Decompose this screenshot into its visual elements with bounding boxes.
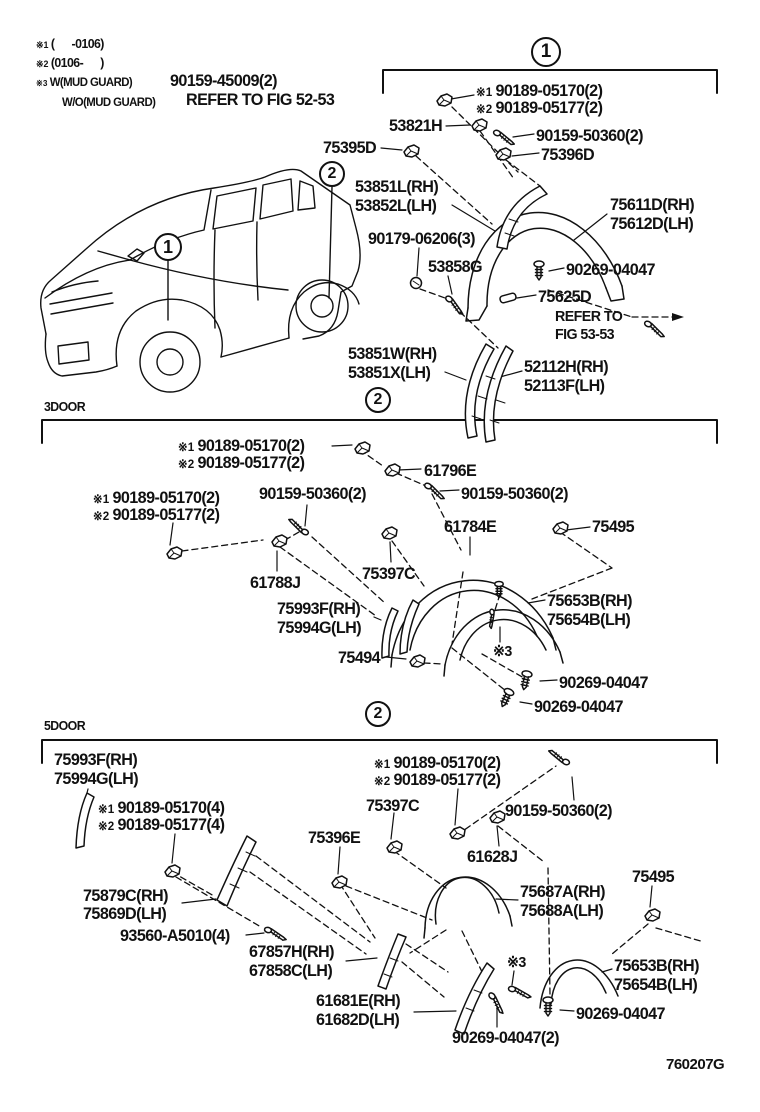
label-text: 90159-50360(2) [505,801,612,820]
part-label [323,139,376,156]
label-prefix: ※1 [178,440,198,454]
label-text: 75653B(RH) [547,591,632,610]
label-prefix: ※2 [93,509,113,523]
part-label [36,37,104,51]
label-text: 75495 [592,517,635,536]
bolt-icon [519,670,533,691]
part-label [54,770,138,787]
screw-icon [263,927,288,941]
screw-icon [443,295,467,316]
part-label [507,955,526,970]
label-text: 90179-06206(3) [368,229,475,248]
part-label [547,611,630,628]
label-text: 75396D [541,145,595,164]
label-text: 61682D(LH) [316,1010,400,1029]
part-label [505,802,612,819]
part-label [44,400,85,413]
label-prefix: ※2 [476,102,496,116]
part-label [355,197,436,214]
part-label [476,82,602,99]
label-text: FIG 53-53 [555,326,615,343]
mudguard-53851 [497,186,547,249]
part-label [368,230,475,247]
clip-icon [387,841,402,853]
label-text: 75395D [323,138,377,157]
part-label [62,96,155,108]
part-label [54,751,137,768]
label-text: 90159-50360(2) [536,126,643,145]
label-text: W/O(MUD GUARD) [62,95,156,109]
label-text: 90269-04047 [534,697,623,716]
label-text: 75994G(LH) [54,769,139,788]
part-label [566,261,655,278]
part-label [93,506,219,523]
part-label [36,76,132,88]
part-label [524,358,608,375]
part-label [98,799,224,816]
clip-icon [490,811,505,823]
label-prefix: ※3 [36,78,50,88]
part-label [559,674,648,691]
part-label [316,992,400,1009]
label-text: 67857H(RH) [249,942,334,961]
label-prefix: ※1 [374,757,394,771]
part-label [428,258,482,275]
label-text: 75993F(RH) [54,750,138,769]
label-text: 75687A(RH) [520,882,605,901]
label-prefix: ※1 [36,40,51,50]
part-label [259,485,366,502]
part-label [316,1011,399,1028]
label-text: 75495 [632,867,675,886]
label-text: 90189-05177(2) [495,98,603,117]
label-text: 75869D(LH) [83,904,167,923]
clip-icon [332,876,347,888]
part-label [170,72,277,89]
label-prefix: ※2 [36,59,51,69]
part-label [249,962,332,979]
part-label [610,215,693,232]
label-text: 61784E [444,517,497,536]
screw-icon [508,986,533,999]
label-text: 53821H [389,116,443,135]
label-text: 90269-04047 [566,260,655,279]
part-label [520,902,603,919]
part-label [120,927,230,944]
label-text: 3DOOR [44,399,86,414]
part-label [520,883,605,900]
label-text: ※3 [507,954,526,971]
circled-number: 1 [154,233,182,261]
part-label [308,829,360,846]
part-label [576,1005,665,1022]
part-label [250,574,300,591]
strip-75993 [382,608,398,658]
clip-icon [472,119,487,131]
label-text: 90189-05170(2) [112,488,220,507]
screw-icon [546,750,571,766]
label-prefix: ※1 [98,802,118,816]
part-label [277,600,360,617]
bolt-icon [543,997,553,1016]
part-label [534,698,623,715]
label-text: 90189-05177(2) [393,770,501,789]
label-text: 53858G [428,257,483,276]
clip-icon [404,145,419,157]
label-text: 90269-04047 [576,1004,665,1023]
label-text: 53851W(RH) [348,344,437,363]
clip-icon [496,148,511,160]
part-label [362,565,415,582]
strip-75879 [217,836,256,906]
part-label [461,485,568,502]
part-label [93,489,219,506]
label-text: 75879C(RH) [83,886,168,905]
part-label [36,56,104,70]
strip-75993-5dr [76,793,94,848]
part-label [467,848,517,865]
part-label [632,868,674,885]
label-text: 75994G(LH) [277,618,362,637]
label-text: 53851X(LH) [348,363,431,382]
bolt-icon [498,687,515,708]
label-text: 90159-50360(2) [259,484,366,503]
clip-icon [450,827,465,839]
label-text: 67858C(LH) [249,961,333,980]
pad-75625-icon [499,293,516,304]
label-text: 75396E [308,828,361,847]
wheel-opening-trim-61784 [392,580,553,655]
label-text: 93560-A5010(4) [120,926,230,945]
part-label [547,592,632,609]
circled-number: 2 [319,161,345,187]
label-text: 61628J [467,847,518,866]
label-prefix: ※2 [178,457,198,471]
label-text: (0106- ) [50,55,104,70]
part-label [249,943,334,960]
part-label [524,377,604,394]
part-label [389,117,442,134]
screw-icon [642,320,667,338]
part-label [610,196,694,213]
label-text: 61796E [424,461,477,480]
clip-icon [382,527,397,539]
label-prefix: ※2 [374,774,394,788]
label-text: 75653B(RH) [614,956,699,975]
label-text: 90189-05170(2) [197,436,305,455]
part-label [83,887,168,904]
label-text: W(MUD GUARD) [49,75,133,89]
part-label [98,816,224,833]
label-text: 75612D(LH) [610,214,694,233]
circled-number: 2 [365,387,391,413]
part-label [355,178,438,195]
label-text: 75494 [338,648,381,667]
part-label [614,976,697,993]
part-label [338,649,380,666]
part-label [178,454,304,471]
circled-number: 2 [365,701,391,727]
part-label [476,99,602,116]
label-text: 75625D [538,287,592,306]
clip-icon [437,94,452,106]
label-text: 75397C [362,564,416,583]
label-text: REFER TO FIG 52-53 [186,90,335,109]
label-text: 75688A(LH) [520,901,604,920]
clip-icon [165,865,180,877]
part-label [555,327,614,342]
label-text: 75654B(LH) [614,975,698,994]
clip-icon [553,522,568,534]
label-text: 53851L(RH) [355,177,439,196]
part-label [374,754,500,771]
part-label [452,1029,559,1046]
part-label [424,462,476,479]
part-label [366,797,419,814]
part-label [186,91,334,108]
clip-icon [385,464,400,476]
car-illustration [41,169,360,392]
part-label [374,771,500,788]
clip-icon [410,655,425,667]
label-prefix: ※2 [98,819,118,833]
clip-icon [167,547,182,559]
label-text: 90189-05170(2) [393,753,501,772]
label-prefix: ※1 [476,85,496,99]
part-label [538,288,591,305]
part-label [178,437,304,454]
label-text: 61788J [250,573,301,592]
label-text: 5DOOR [44,718,86,733]
label-text: 53852L(LH) [355,196,437,215]
label-text: 75993F(RH) [277,599,361,618]
label-text: ( -0106) [50,36,104,51]
label-text: 61681E(RH) [316,991,401,1010]
label-prefix: ※1 [93,492,113,506]
circled-number: 1 [531,37,561,67]
label-text: 90159-45009(2) [170,71,277,90]
figure-code: 760207G [666,1056,725,1073]
label-text: 90189-05177(2) [197,453,305,472]
label-text: 90189-05170(4) [117,798,225,817]
label-text: ※3 [493,643,512,660]
label-text: 90269-04047 [559,673,648,692]
part-label [348,364,430,381]
part-label [444,518,496,535]
clip-icon [355,442,370,454]
part-label [614,957,699,974]
bolt-icon [534,261,544,280]
label-text: 90159-50360(2) [461,484,568,503]
label-text: REFER TO [555,308,623,325]
label-text: 75397C [366,796,420,815]
molding-61681 [455,963,494,1034]
part-label [592,518,634,535]
label-text: 90189-05177(2) [112,505,220,524]
label-text: 90189-05170(2) [495,81,603,100]
part-label [541,146,594,163]
part-label [493,644,512,659]
part-label [277,619,361,636]
label-text: 90189-05177(4) [117,815,225,834]
label-text: 52113F(LH) [524,376,605,395]
part-label [44,719,85,732]
clip-icon [272,535,287,547]
clip-icon [645,909,660,921]
label-text: 52112H(RH) [524,357,609,376]
label-text: 75611D(RH) [610,195,695,214]
part-label [348,345,437,362]
part-label [536,127,643,144]
label-text: 75654B(LH) [547,610,631,629]
part-label [555,309,622,324]
label-text: 90269-04047(2) [452,1028,559,1047]
part-label [83,905,166,922]
